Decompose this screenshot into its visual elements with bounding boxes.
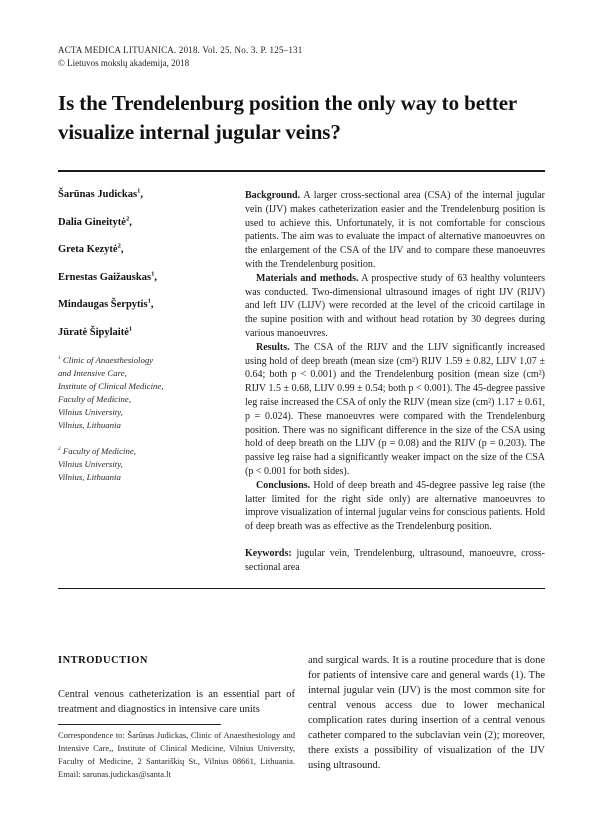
affiliation-2: $^2$ Faculty of Medicine, Vilnius University, Vilnius, Lithuania xyxy=(58,446,136,482)
abstract-paragraph-background: Background. A larger cross-sectional area (CSA) of the internal jugular vein (IJV) makes catheterization easier and the Trendelenburg position is used to achieve this. Unfortunately, it is not comfortable for conscious patients. The aim was to evaluate the impact of alternative manoeuvres on the enlargement of the CSA of the IJV and to compare these manoeuvres with the Trendelenburg position. xyxy=(245,190,545,270)
author-name: Jūratė Šipylaitė$^1$ xyxy=(58,325,133,338)
affiliation-1: $^1$ Clinic of Anaesthesiology and Intensive Care, Institute of Clinical Medicine, Faculty of Medicine, Vilnius University, Vilnius, Lithuania xyxy=(58,355,164,430)
abstract-paragraph-conclusions: Conclusions. Hold of deep breath and 45-degree passive leg raise (the latter limited for the right side only) are alternative manoeuvres to improve visualization of internal jugular veins for conscious patients. Hold of deep breath was as effective as the Trendelenburg position. xyxy=(245,479,546,533)
journal-header xyxy=(58,45,545,68)
introduction-section xyxy=(58,653,545,781)
affiliation-marker: 1 xyxy=(147,297,151,305)
abstract-text-column xyxy=(245,189,545,575)
author-name: Dalia Gineitytė$^2$, xyxy=(58,215,132,228)
section-heading-introduction: INTRODUCTION xyxy=(58,654,149,666)
abstract-paragraph-results: Results. The CSA of the RIJV and the LIJV significantly increased using hold of deep breath (mean size (cm²) RIJV 1.59 ± 0.82, LIJV 1.07 ± 0.64; both p < 0.001) and the Trendelenburg position (mean size (cm²) RIJV 1.5 ± 0.68, LIJV 0.99 ± 0.54; both p < 0.001). The 45-degree passive leg raise increased the CSA of only the RIJV (mean size (cm²) 1.17 ± 0.61, p = 0.024). These manoeuvres were compared with the Trendelenburg position. There was no significant difference in the size of the CSA using hold of deep breath on the LIJV (p = 0.08) and the RIJV (p = 0.203). The passive leg raise had a significantly weaker impact on the size of the CSA (p < 0.001 for both sides). xyxy=(245,341,545,477)
keywords xyxy=(245,547,545,575)
page-title: Is the Trendelenburg position the only way to better visualize internal jugular veins? xyxy=(58,91,517,144)
abstract-label: Background. xyxy=(245,190,301,201)
correspondence-footnote: Correspondence to: Šarūnas Judickas, Clinic of Anaesthesiology and Intensive Care,, Institute of Clinical Medicine, Vilnius University, Faculty of Medicine, 2 Santariškių St., Vilnius 08661, Lithuania. Email: sarunas.judickas@santa.lt xyxy=(58,729,295,779)
abstract-label: Materials and methods. xyxy=(256,272,359,284)
author-name: Mindaugas Šerpytis$^1$, xyxy=(58,297,154,310)
keywords-text: jugular vein, Trendelenburg, ultrasound, manoeuvre, cross-sectional area xyxy=(245,547,546,573)
intro-paragraph-right: and surgical wards. It is a routine procedure that is done for patients of intensive care and general wards (1). The internal jugular vein (IJV) is the most common site for central venous access due to lower mechanical complication rates during insertion of a central venous catheter compared to the subclavian vein (2); moreover, there exists a possibility of visualization of the IJV using ultrasound. xyxy=(308,654,545,771)
body-right-column xyxy=(308,653,545,781)
divider-thick-top xyxy=(58,170,545,172)
affiliation-marker: 2 xyxy=(117,242,121,250)
affiliation-marker: 2 xyxy=(58,446,61,453)
affiliation-marker: 1 xyxy=(137,187,141,195)
abstract-label: Results. xyxy=(256,341,290,353)
author-name: Šarūnas Judickas$^1$, xyxy=(58,187,143,200)
abstract-section xyxy=(58,189,545,575)
divider-thin-middle xyxy=(58,588,545,589)
author-name: Ernestas Gaižauskas$^1$, xyxy=(58,270,157,283)
keywords-label: Keywords: xyxy=(245,547,292,559)
affiliation-marker: 1 xyxy=(128,325,133,332)
affiliation-marker: 1 xyxy=(151,270,155,277)
abstract-paragraph-methods: Materials and methods. A prospective study of 63 healthy volunteers was conducted. Two-dimensional ultrasound images of right IJV (RIJV) and left IJV (LIJV) were recorded at the level of the cricoid cartilage in the supine position with and without head rotation by 30 degrees during various manoeuvres. xyxy=(245,272,545,339)
journal-copyright-line: © Lietuvos mokslų akademija, 2018 xyxy=(58,58,190,68)
journal-citation-line: ACTA MEDICA LITUANICA. 2018. Vol. 25. No. 3. P. 125–131 xyxy=(58,45,303,55)
author-name: Greta Kezytė$^2$, xyxy=(58,242,124,255)
affiliation-marker: 1 xyxy=(58,355,61,362)
abstract-label: Conclusions. xyxy=(256,479,311,491)
body-left-column xyxy=(58,653,295,781)
affiliation-marker: 2 xyxy=(125,215,130,222)
authors-column xyxy=(58,189,223,575)
intro-paragraph-left: Central venous catheterization is an essential part of treatment and diagnostics in intensive care units xyxy=(58,688,295,715)
footnote-divider xyxy=(58,724,221,725)
